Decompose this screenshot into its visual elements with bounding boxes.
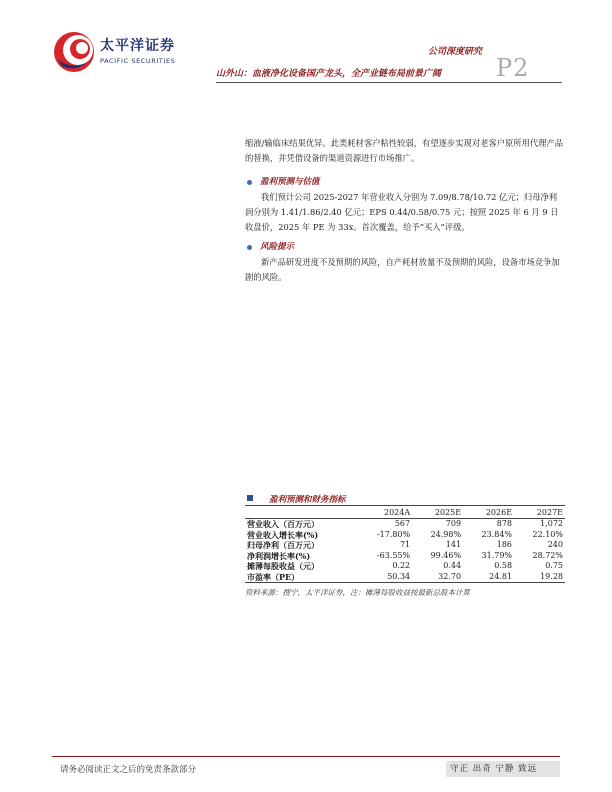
row-label: 归母净利（百万元） (247, 540, 319, 550)
table-cell: 0.58 (494, 561, 513, 570)
table-cell: 878 (496, 519, 513, 528)
row-label: 摊薄每股收益（元） (247, 561, 319, 571)
table-cell: 24.98% (430, 529, 462, 539)
table-cell: 99.46% (430, 550, 462, 560)
pacific-securities-logo-icon (52, 30, 96, 74)
table-cell: 1,072 (540, 519, 563, 528)
table-row (245, 551, 565, 562)
table-row (245, 572, 565, 583)
table-cell: 0.44 (443, 561, 462, 570)
table-cell: 0.75 (545, 561, 563, 570)
table-cell: 50.34 (357, 572, 412, 583)
table-header-row (245, 506, 565, 519)
bullet-icon (247, 180, 252, 185)
row-label: 营业收入增长率(%) (247, 529, 319, 540)
table-cell: 0.22 (392, 561, 411, 570)
table-title: 盈利预测和财务指标 (269, 495, 346, 505)
intro-paragraph: 缩液/输临床结果优异。此类耗材客户粘性较弱，有望逐步实现对老客户原所用代理产品的替换，并凭借设备的渠道资源进行市场推广。 (245, 138, 564, 163)
table-cell: 23.84% (481, 529, 513, 539)
row-label: 净利润增长率(%) (247, 550, 311, 561)
company-logo (52, 30, 182, 76)
table-cell: 28.72% (532, 550, 563, 560)
row-label: 市盈率（PE） (245, 572, 357, 583)
logo-chinese-name: 太平洋证券 (100, 38, 175, 54)
table-cell: 240 (547, 540, 563, 549)
table-source-note: 资料来源：搜宁，太平洋证券，注：摊薄每股收益按最新总股本计算 (245, 588, 470, 597)
risk-paragraph: 新产品研发进度不及预期的风险，自产耗材放量不及预期的风险，设备市场竞争加剧的风险。 (245, 257, 560, 282)
report-title: 山外山：血液净化设备国产龙头，全产业链布局前景广阔 (216, 69, 442, 79)
table-header-cell (245, 506, 357, 519)
row-label: 营业收入（百万元） (247, 519, 319, 529)
table-cell: 709 (445, 519, 462, 528)
report-type: 公司深度研究 (427, 47, 482, 57)
table-header-cell: 2027E (514, 506, 565, 519)
table-header-cell: 2026E (463, 506, 514, 519)
square-bullet-icon (247, 495, 253, 501)
section-heading-risk: 风险提示 (260, 242, 295, 252)
table-cell: 71 (399, 540, 411, 549)
table-cell: 567 (394, 519, 411, 528)
table-cell: 31.79% (481, 550, 513, 560)
table-cell: 22.10% (532, 529, 563, 539)
table-cell: 141 (445, 540, 462, 549)
page-number: P2 (496, 54, 530, 82)
table-cell: 24.81 (463, 572, 514, 583)
section-heading-forecast: 盈利预测与估值 (260, 177, 320, 187)
financial-forecast-table (245, 505, 565, 583)
forecast-paragraph: 我们预计公司 2025-2027 年营业收入分别为 7.09/8.78/10.72 亿元；归母净利润分别为 1.41/1.86/2.40 亿元；EPS 0.44/0.58/0.75 元；按照 2025 年 6 月 9 日收盘价，2025 年 PE 为 33x。首次覆盖，给予“买入”评级。 (245, 192, 559, 232)
footer-divider (52, 756, 560, 757)
bullet-icon (247, 245, 252, 250)
footer-disclaimer: 请务必阅读正文之后的免责条款部分 (60, 765, 197, 775)
table-header-cell: 2024A (357, 506, 412, 519)
table-row (245, 519, 565, 530)
table-header-cell: 2025E (412, 506, 463, 519)
table-cell: 186 (496, 540, 513, 549)
table-row (245, 561, 565, 572)
table-row (245, 530, 565, 541)
table-cell: -63.55% (376, 550, 411, 560)
table-cell: -17.80% (376, 529, 411, 539)
table-row (245, 540, 565, 551)
table-cell: 32.70 (412, 572, 463, 583)
header-divider (216, 82, 562, 83)
footer-motto: 守正 出奇 宁静 致远 (446, 761, 560, 777)
table-cell: 19.28 (514, 572, 565, 583)
page-header (0, 0, 612, 90)
logo-english-name: PACIFIC SECURITIES (100, 57, 176, 65)
